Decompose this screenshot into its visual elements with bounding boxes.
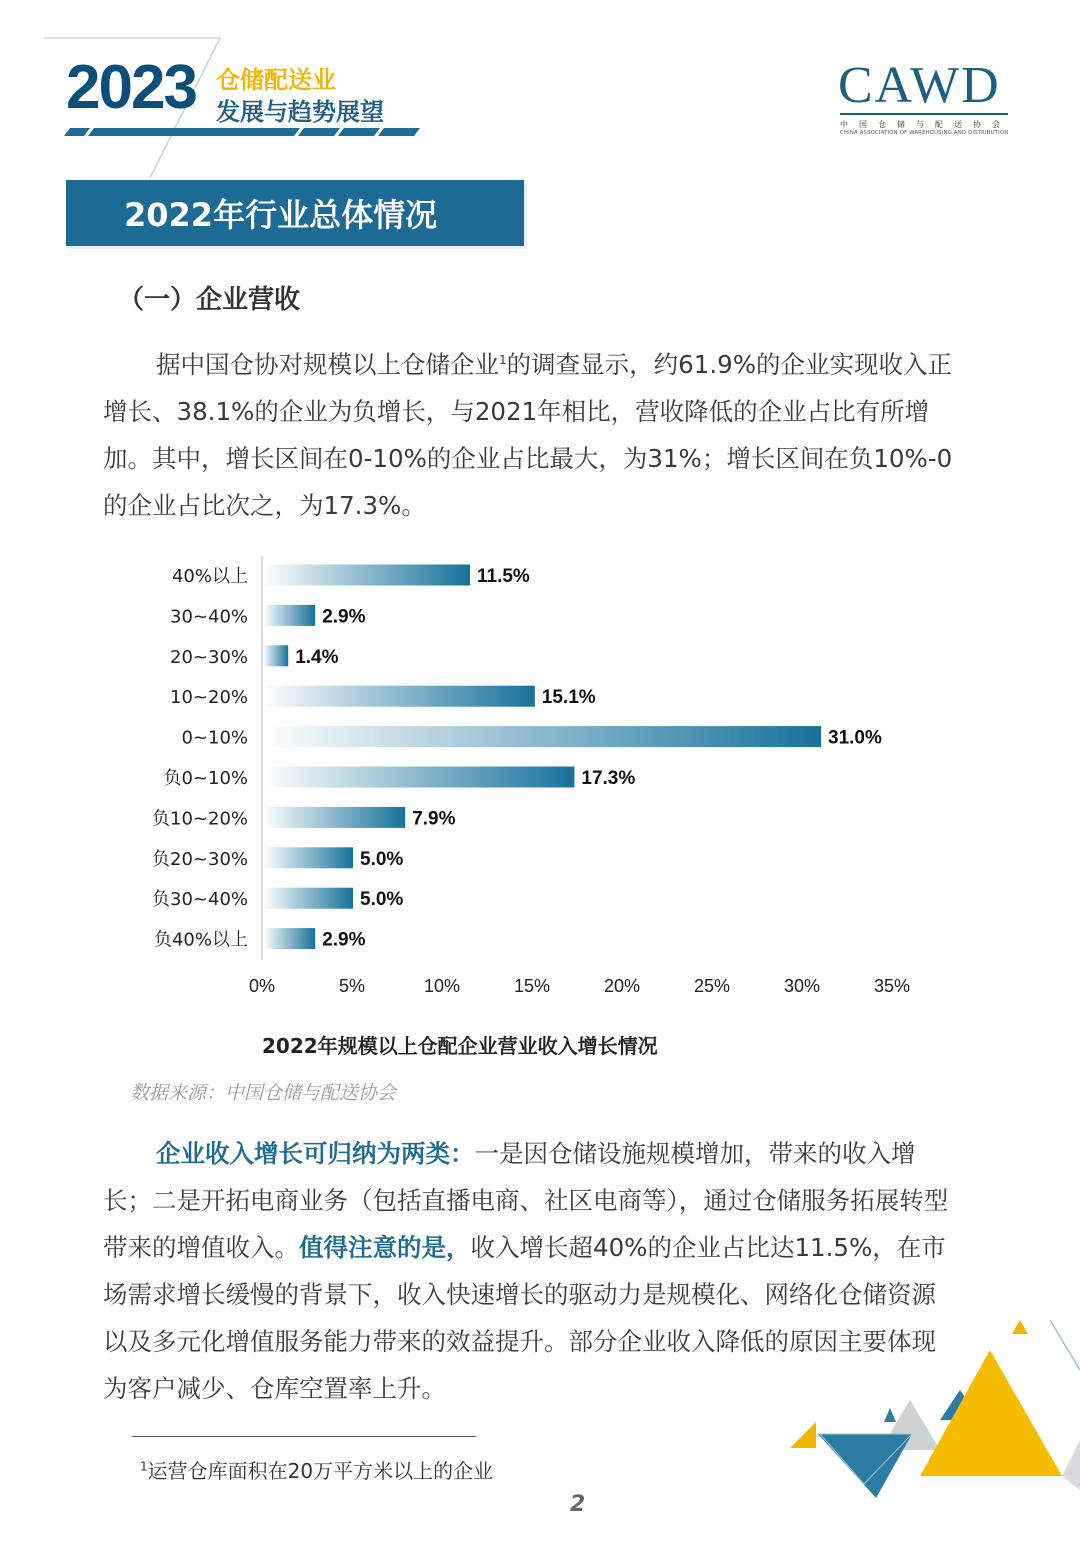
page-number: 2 — [570, 1492, 586, 1517]
body-text-2: 收入增长超40%的企业占比达11.5%，在市场需求增长缓慢的背景下，收入快速增长的驱动力是规模化、网络化仓储资源以及多元化增值服务能力带来的效益提升。部分企业收入降低的原因主要体现为客户减少、仓库空置率上升。 — [103, 1233, 946, 1403]
header-bar-1 — [64, 128, 90, 136]
category-label: 负30~40% — [152, 889, 248, 911]
value-label: 5.0% — [360, 889, 404, 911]
value-label: 1.4% — [295, 646, 339, 668]
bar — [263, 888, 353, 909]
x-tick-label: 35% — [873, 976, 911, 996]
x-tick-label: 30% — [783, 976, 821, 996]
category-label: 20~30% — [170, 646, 248, 668]
footnote-marker: 1 — [140, 1459, 148, 1474]
value-label: 17.3% — [581, 768, 636, 789]
deco-tiny-blue — [884, 1408, 896, 1422]
value-label: 2.9% — [322, 606, 366, 628]
report-year: 2023 — [66, 53, 196, 122]
subsection-heading: （一）企业营收 — [118, 285, 301, 315]
highlight-noteworthy: 值得注意的是， — [299, 1233, 471, 1262]
bar — [263, 645, 288, 666]
deco-small-yellow — [1012, 1320, 1028, 1334]
report-title-line2: 发展与趋势展望 — [216, 98, 384, 126]
header-bar-3 — [298, 128, 340, 136]
bar — [263, 847, 353, 868]
chart-title: 2022年规模以上仓配企业营业收入增长情况 — [262, 1034, 658, 1058]
header-bar-5 — [378, 128, 420, 136]
logo-english-name: CHINA ASSOCIATION OF WAREHOUSING AND DISTRIBUTION — [840, 130, 1009, 136]
footnote-divider — [132, 1436, 476, 1437]
x-tick-label: 10% — [423, 976, 461, 996]
category-label: 30~40% — [170, 606, 248, 628]
x-tick-label: 0% — [248, 976, 276, 996]
value-label: 15.1% — [541, 687, 596, 709]
bar — [263, 767, 574, 788]
x-tick-label: 15% — [513, 976, 551, 996]
header-bar-4 — [338, 128, 380, 136]
bar — [263, 807, 405, 828]
value-label: 5.0% — [360, 848, 404, 870]
category-label: 负0~10% — [163, 768, 248, 789]
x-tick-label: 5% — [338, 976, 366, 996]
value-label: 7.9% — [412, 808, 456, 830]
x-tick-label: 25% — [693, 976, 731, 996]
body-text-1: 一是因仓储设施规模增加，带来的收入增长；二是开拓电商业务（包括直播电商、社区电商等），通过仓储服务拓展转型带来的增值收入。 — [103, 1139, 949, 1262]
section-banner — [66, 180, 524, 246]
deco-line — [1050, 1320, 1080, 1370]
x-tick-label: 20% — [603, 976, 641, 996]
footnote-ref: 1 — [499, 353, 507, 367]
revenue-growth-bar-chart — [0, 540, 1080, 1020]
deco-blue-down — [818, 1434, 912, 1498]
bar — [263, 565, 470, 586]
category-label: 负20~30% — [152, 848, 248, 870]
category-label: 负40%以上 — [153, 929, 248, 951]
category-label: 40%以上 — [171, 566, 248, 587]
triangle-decoration — [780, 1310, 1080, 1559]
bar — [263, 686, 535, 707]
bar — [263, 605, 315, 626]
intro-text-a: 据中国仓协对规模以上仓储企业 — [156, 350, 499, 380]
value-label: 11.5% — [477, 566, 530, 587]
deco-grey-right — [1062, 1440, 1080, 1490]
bar — [263, 726, 821, 747]
category-label: 负10~20% — [152, 808, 248, 830]
highlight-two-types: 企业收入增长可归纳为两类： — [156, 1139, 475, 1168]
logo-chinese-name: 中国仓储与配送协会 — [840, 120, 1011, 129]
footnote-text: 运营仓库面积在20万平方米以上的企业 — [147, 1459, 494, 1483]
section-title: 2022年行业总体情况 — [124, 196, 438, 234]
data-source: 数据来源：中国仓储与配送协会 — [130, 1082, 397, 1104]
report-title-line1: 仓储配送业 — [216, 66, 336, 94]
intro-paragraph — [103, 337, 953, 529]
header-bar-2 — [88, 128, 300, 136]
deco-big-yellow — [920, 1350, 1062, 1476]
intro-text-b: 的调查显示，约61.9%的企业实现收入正增长、38.1%的企业为负增长，与2021年相比，营收降低的企业占比有所增加。其中，增长区间在0-10%的企业占比最大，为31%；增长区间在负10%-0的企业占比次之，为17.3%。 — [103, 350, 953, 521]
bar — [263, 928, 315, 949]
category-label: 10~20% — [170, 687, 248, 709]
deco-yellow-left — [790, 1422, 816, 1448]
category-label: 0~10% — [181, 727, 248, 749]
value-label: 2.9% — [322, 929, 366, 951]
cawd-logo: CAWD — [838, 57, 1001, 114]
footnote — [140, 1455, 493, 1484]
value-label: 31.0% — [828, 727, 882, 749]
